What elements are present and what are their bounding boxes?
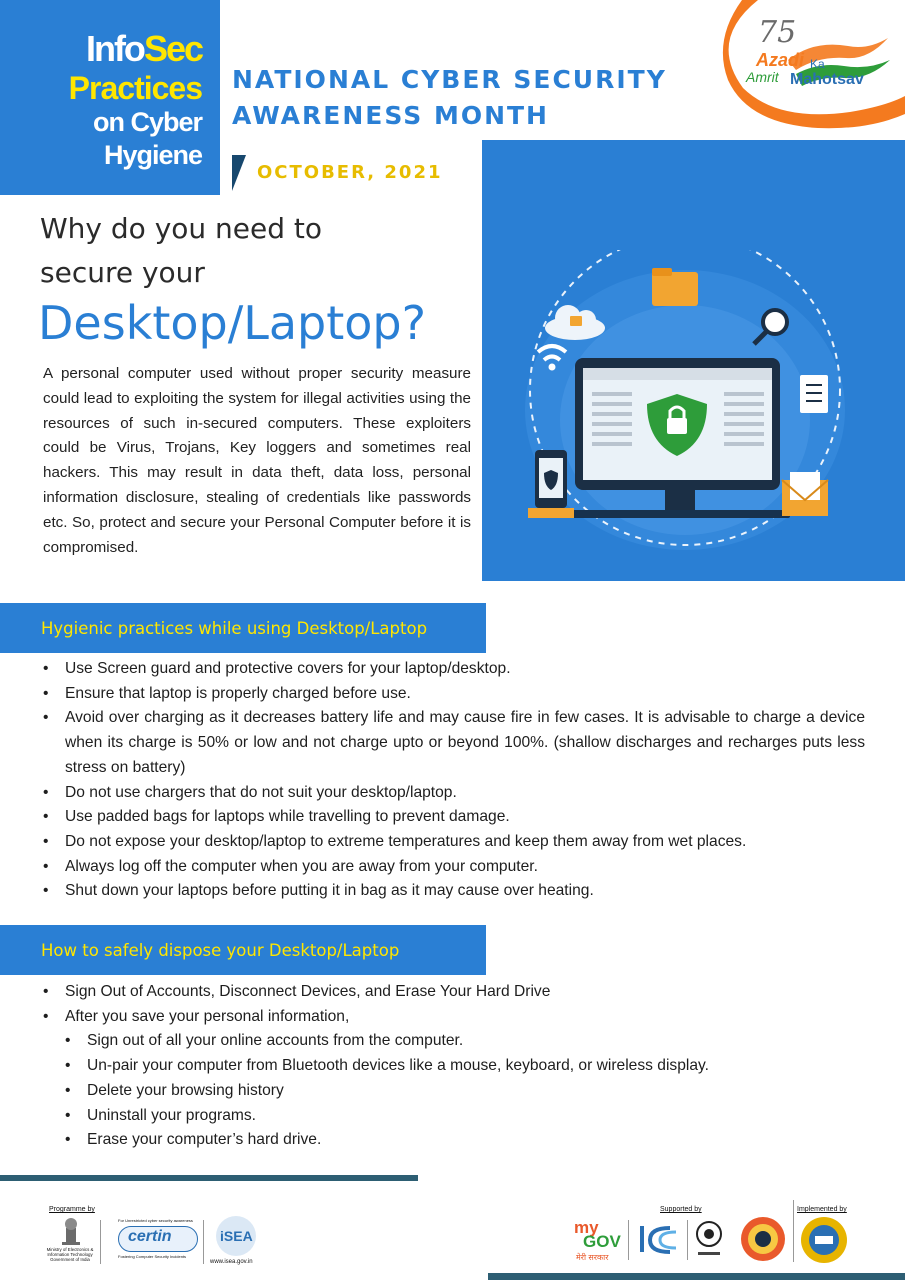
sub-list-item: • Sign out of all your online accounts from the computer. (65, 1029, 865, 1054)
sub-list-item: • Uninstall your programs. (65, 1104, 865, 1129)
ministry-label: Ministry of Electronics & Information Technology Government of India (46, 1247, 94, 1262)
date-label: OCTOBER, 2021 (257, 162, 443, 183)
magnifier-icon (763, 310, 787, 334)
ministry-seal-icon (692, 1218, 726, 1264)
footer-separator (100, 1220, 101, 1264)
list-item: • After you save your personal information, (43, 1005, 865, 1030)
list-item: • Always log off the computer when you are away from your computer. (43, 855, 865, 880)
section-dispose-title: How to safely dispose your Desktop/Laptop (41, 941, 400, 960)
cert-name: certin (128, 1228, 172, 1245)
cdac-logo (800, 1216, 848, 1264)
list-item: • Do not expose your desktop/laptop to extreme temperatures and keep them away from wet places. (43, 830, 865, 855)
i4c-logo (636, 1218, 684, 1262)
footer-separator (203, 1220, 204, 1264)
intro-question-line1: Why do you need to (40, 212, 323, 245)
list-item: • Use Screen guard and protective covers for your laptop/desktop. (43, 657, 865, 682)
headline: NATIONAL CYBER SECURITY AWARENESS MONTH (232, 65, 667, 130)
badge-hygiene: Hygiene (103, 140, 202, 170)
logo-75: 75 (758, 15, 797, 50)
isea-url: www.isea.gov.in (210, 1259, 253, 1265)
azadi-logo (718, 0, 905, 130)
hygienic-list (43, 657, 865, 904)
cert-tagline: For Unrestricted cyber security awareness (118, 1218, 193, 1223)
footer-separator (687, 1220, 688, 1260)
logo-amrit: Amrit (746, 69, 779, 85)
logo-mahotsav: Mahotsav (790, 71, 864, 88)
programme-by-label: Programme by (49, 1206, 95, 1213)
intro-paragraph: A personal computer used without proper security measure could lead to exploiting the system for illegal activities using the resources of such in-secured computers. These exploiters could be Virus, Trojans, Key loggers and sometimes real hackers. This may result in data theft, data loss, personal information disclosure, stealing of credentials like passwords etc. So, protect and secure your Personal Computer before it is compromised. (43, 365, 471, 556)
sub-list-item: • Un-pair your computer from Bluetooth devices like a mouse, keyboard, or wireless display. (65, 1054, 865, 1079)
badge-practices: Practices (68, 70, 202, 106)
footer-bottom-bar (488, 1273, 905, 1280)
date-corner (232, 155, 246, 191)
computer-security-illustration (500, 250, 900, 550)
sub-list-item: • Delete your browsing history (65, 1079, 865, 1104)
lock-icon (667, 418, 687, 434)
list-item: • Sign Out of Accounts, Disconnect Devices, and Erase Your Hard Drive (43, 980, 865, 1005)
logo-azadi: Azadi (756, 50, 805, 70)
header-badge (0, 0, 220, 195)
implemented-by-label: Implemented by (797, 1206, 847, 1213)
intro-question-line2: secure your (40, 256, 205, 289)
emblem-icon (56, 1214, 86, 1246)
mygov-gov: GOV (583, 1232, 621, 1251)
list-item: • Avoid over charging as it decreases battery life and may cause fire in few cases. It is advisable to charge a device when its charge is 50% or low and not charge upto or beyond 100%. (shallow discharges and recharges puts less stress on battery) (43, 706, 865, 780)
sub-list-item: • Erase your computer’s hard drive. (65, 1128, 865, 1153)
isea-name: iSEA (220, 1228, 253, 1244)
logo-ka: Ka (810, 57, 825, 71)
list-item: • Ensure that laptop is properly charged before use. (43, 682, 865, 707)
cert-sub: Fostering Computer Security Incidents (118, 1254, 187, 1259)
footer-divider (0, 1175, 418, 1181)
intro-title: Desktop/Laptop? (38, 296, 427, 350)
section-hygienic-title: Hygienic practices while using Desktop/Laptop (41, 619, 428, 638)
badge-on-cyber: on Cyber (92, 107, 202, 137)
footer-separator (628, 1220, 629, 1260)
dispose-list (43, 980, 865, 1153)
supported-by-label: Supported by (660, 1206, 702, 1213)
mygov-my: my (574, 1218, 599, 1237)
footer-separator (793, 1200, 794, 1262)
cyber-jagrookta-logo (740, 1216, 786, 1262)
folder-icon (652, 272, 698, 306)
badge-infosec: InfoSec (85, 28, 202, 69)
mygov-hindi: मेरी सरकार (576, 1253, 609, 1262)
list-item: • Do not use chargers that do not suit your desktop/laptop. (43, 781, 865, 806)
list-item: • Use padded bags for laptops while travelling to prevent damage. (43, 805, 865, 830)
list-item: • Shut down your laptops before putting it in bag as it may cause over heating. (43, 879, 865, 904)
